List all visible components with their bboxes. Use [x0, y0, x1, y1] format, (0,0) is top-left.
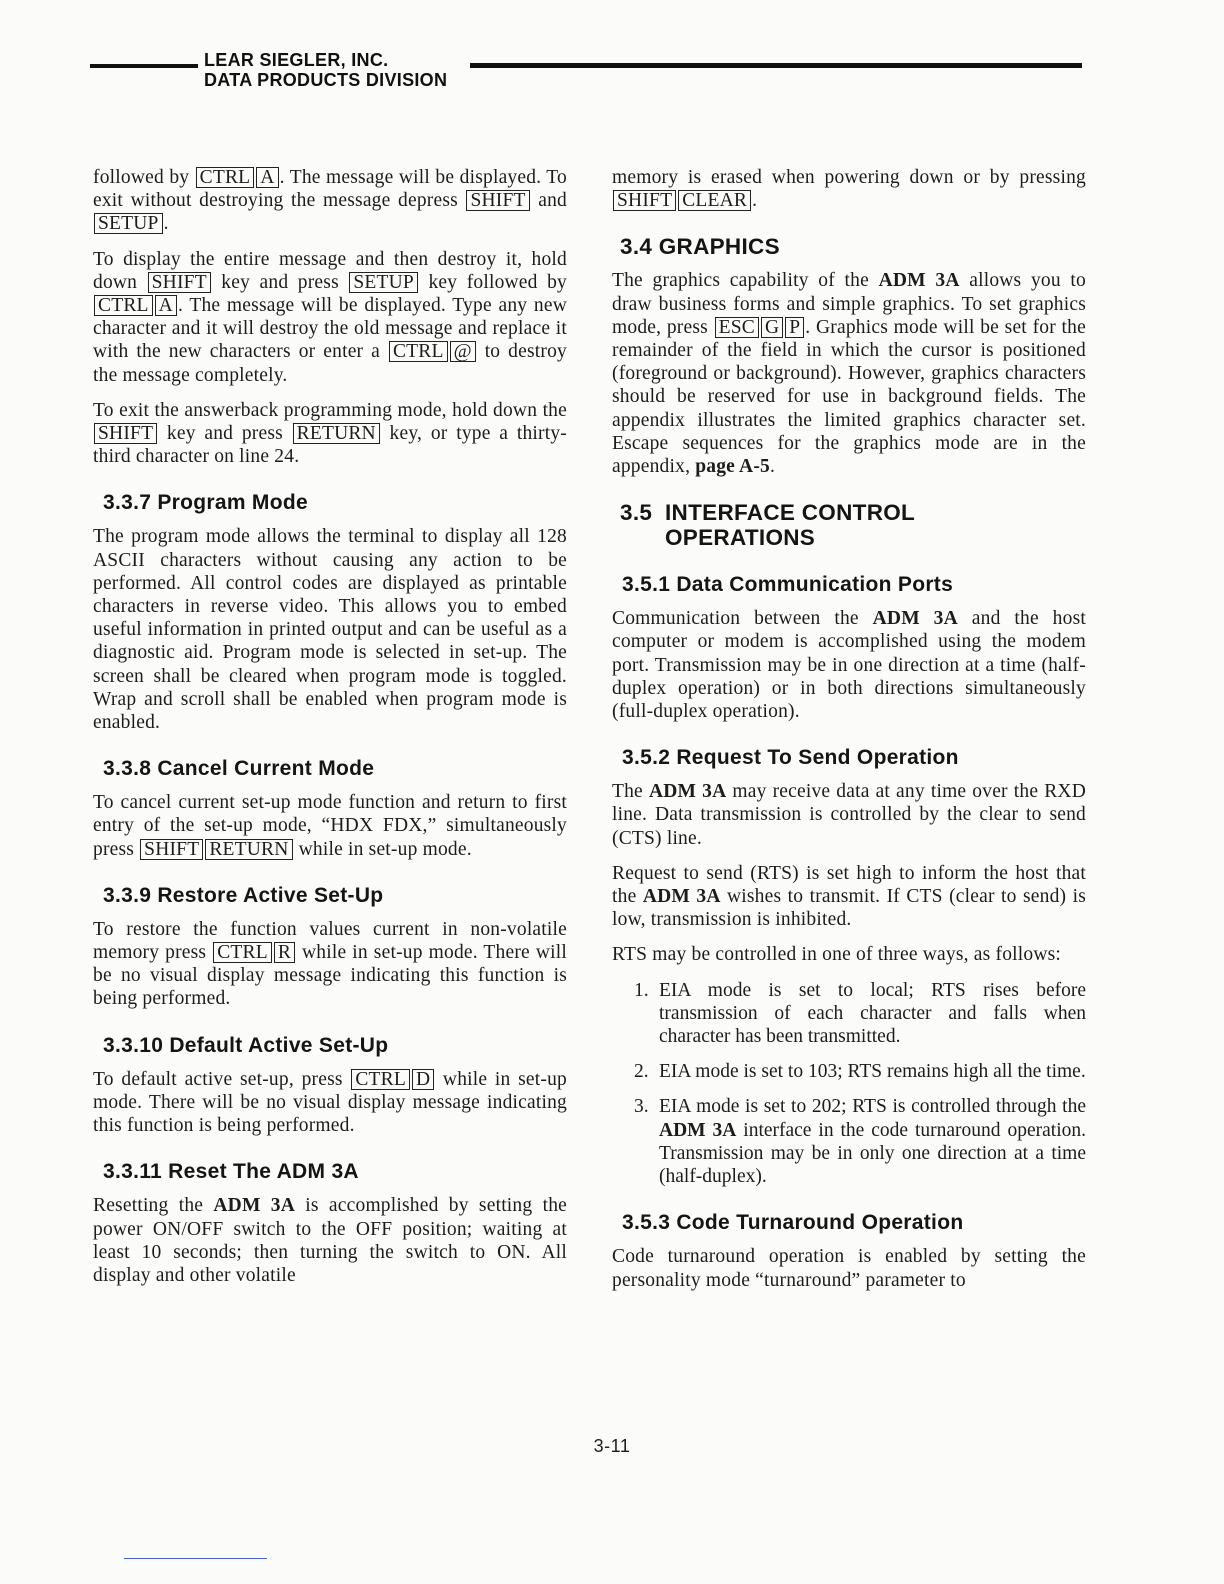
key-cap: A [155, 295, 177, 316]
left-column [93, 166, 567, 1299]
list-item: 2. EIA mode is set to 103; RTS remains high all the time. [634, 1061, 1086, 1083]
section-heading-3-4: 3.4 GRAPHICS [620, 234, 780, 260]
key-cap: RETURN [205, 839, 292, 860]
key-cap: CTRL [196, 167, 255, 188]
paragraph: Communication between the ADM 3A and the host computer or modem is accomplished using the modem port. Transmission may be in one direction at a time (half-duplex operation) or in both directions simultaneously (full-duplex operation). [612, 608, 1086, 723]
footer-rule [124, 1558, 267, 1559]
key-cap: CTRL [389, 341, 448, 362]
paragraph: The graphics capability of the ADM 3A allows you to draw business forms and simple graphics. To set graphics mode, press ESC G P . Graphics mode will be set for the remainder of the field in which the cursor is positioned (foreground or background). However, graphics characters should be reserved for use in background fields. The appendix illustrates the limited graphics character set. Escape sequences for the graphics mode are in the appendix, page A-5. [612, 270, 1086, 478]
key-cap: RETURN [293, 423, 380, 444]
right-column [612, 166, 1086, 1304]
list-item: 3. EIA mode is set to 202; RTS is controlled through the ADM 3A interface in the code turnaround operation. Transmission may be in only one direction at a time (half-duplex). [634, 1096, 1086, 1188]
section-heading-3-5-2: 3.5.2 Request To Send Operation [622, 746, 959, 770]
division-name: DATA PRODUCTS DIVISION [204, 70, 448, 90]
key-cap: SETUP [349, 272, 418, 293]
paragraph: memory is erased when powering down or by pressing SHIFT CLEAR . [612, 167, 1086, 212]
key-cap: D [412, 1069, 434, 1090]
paragraph: To exit the answerback programming mode, hold down the SHIFT key and press RETURN key, or type a thirty-third character on line 24. [93, 399, 567, 468]
paragraph: followed by CTRL A . The message will be displayed. To exit without destroying the message depress SHIFT and SETUP . [93, 167, 568, 235]
key-cap: SHIFT [148, 272, 211, 293]
key-cap: R [274, 942, 295, 963]
key-cap: ESC [715, 317, 759, 338]
key-cap: A [256, 167, 278, 188]
paragraph: Request to send (RTS) is set high to inform the host that the ADM 3A wishes to transmit. If CTS (clear to send) is low, transmission is inhibited. [612, 862, 1087, 931]
key-cap: SHIFT [613, 190, 676, 211]
paragraph: To default active set-up, press CTRL D while in set-up mode. There will be no visual display message indicating this function is being performed. [93, 1068, 567, 1137]
section-heading-3-3-8: 3.3.8 Cancel Current Mode [103, 757, 375, 781]
key-cap: SHIFT [140, 839, 203, 860]
key-cap: CTRL [351, 1069, 410, 1090]
section-heading-3-3-9: 3.3.9 Restore Active Set-Up [103, 883, 384, 907]
paragraph: Code turnaround operation is enabled by setting the personality mode “turnaround” parameter to [612, 1246, 1086, 1291]
key-cap: CTRL [213, 942, 272, 963]
section-heading-3-3-7: 3.3.7 Program Mode [103, 491, 308, 515]
page-number: 3-11 [593, 1436, 631, 1456]
paragraph: To display the entire message and then destroy it, hold down SHIFT key and press SETUP key followed by CTRL A . The message will be displayed. Type any new character and it will destroy the old message and replace it with the new characters or enter a CTRL @ to destroy the message completely. [93, 248, 568, 386]
key-cap: SHIFT [466, 190, 529, 211]
list-item: 1. EIA mode is set to local; RTS rises before transmission of each character and falls when character has been transmitted. [634, 979, 1086, 1048]
header-rule-right [470, 63, 1082, 68]
key-cap: CTRL [94, 295, 153, 316]
key-cap: G [761, 317, 783, 338]
section-heading-3-5-1: 3.5.1 Data Communication Ports [622, 573, 954, 597]
section-heading-3-5: 3.5 INTERFACE CONTROL OPERATIONS [620, 500, 916, 551]
section-heading-3-3-11: 3.3.11 Reset The ADM 3A [103, 1160, 359, 1184]
key-cap: SETUP [94, 213, 163, 234]
company-name: LEAR SIEGLER, INC. [204, 50, 389, 70]
key-cap: SHIFT [94, 423, 157, 444]
rts-list [612, 979, 1086, 1189]
paragraph: The ADM 3A may receive data at any time over the RXD line. Data transmission is controlled by the clear to send (CTS) line. [612, 781, 1086, 849]
page-header [204, 50, 447, 90]
paragraph: RTS may be controlled in one of three ways, as follows: [612, 944, 1062, 966]
paragraph: To cancel current set-up mode function and return to first entry of the set-up mode, “HDX FDX,” simultaneously press SHIFT RETURN while in set-up mode. [93, 792, 567, 860]
key-cap: P [785, 317, 804, 338]
paragraph: Resetting the ADM 3A is accomplished by setting the power ON/OFF switch to the OFF position; waiting at least 10 seconds; then turning the switch to ON. All display and other volatile [93, 1195, 567, 1286]
section-heading-3-3-10: 3.3.10 Default Active Set-Up [103, 1033, 389, 1057]
key-cap: CLEAR [678, 190, 751, 211]
header-rule-left [90, 64, 198, 68]
section-heading-3-5-3: 3.5.3 Code Turnaround Operation [622, 1211, 964, 1235]
paragraph: The program mode allows the terminal to display all 128 ASCII characters without causing any action to be performed. All control codes are displayed as printable characters in reverse video. This allows you to embed useful information in printed output and can be useful as a diagnostic aid. Program mode is selected in set-up. The screen shall be cleared when program mode is toggled. Wrap and scroll shall be enabled when program mode is enabled. [93, 526, 567, 734]
paragraph: To restore the function values current in non-volatile memory press CTRL R while in set-up mode. There will be no visual display message indicating this function is being performed. [93, 918, 567, 1010]
key-cap: @ [450, 341, 476, 362]
